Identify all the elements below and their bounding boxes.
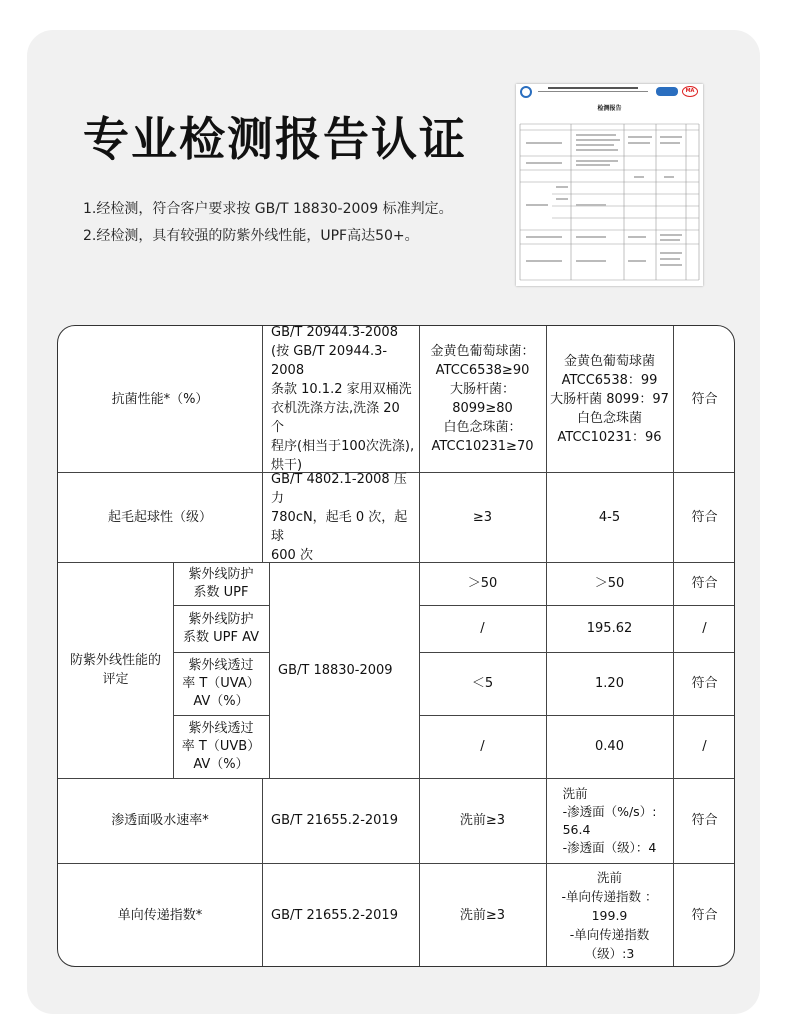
verdict-cell: 符合 [691,576,718,591]
test-method-cell: GB/T 20944.3-2008 (按 GB/T 20944.3-2008 条款 10.1.2 家用双桶洗 衣机洗涤方法,洗涤 20 个 程序(相当于100次洗涤), 烘干) [271,325,415,473]
requirement-cell: / [480,739,485,754]
test-method-cell: GB/T 21655.2-2019 [271,813,398,828]
requirement-cell: ＞50 [467,576,498,591]
test-item-cell: 单向传递指数* [117,908,203,923]
inspection-results-table [57,325,735,967]
test-method-cell: GB/T 4802.1-2008 压力 780cN，起毛 0 次，起球 600 次 [271,471,408,563]
test-item-cell: 防紫外线性能的 评定 [69,653,161,687]
test-item-cell: 渗透面吸水速率* [111,813,209,828]
verdict-cell: / [702,621,707,636]
requirement-cell: 洗前≥3 [459,813,506,828]
test-item-cell: 起毛起球性（级） [107,509,212,525]
test-method-cell: GB/T 18830-2009 [278,662,393,678]
description-line-2: 2.经检测，具有较强的防紫外线性能，UPF高达50+。 [83,228,419,244]
sub-item-cell: 紫外线防护 系数 UPF AV [182,611,260,645]
result-cell: 4-5 [598,509,621,525]
result-cell: 洗前 -渗透面（%/s）: 56.4 -渗透面（级）：4 [562,785,657,855]
sub-item-cell: 紫外线透过 率 T（UVB） AV（%） [181,720,261,772]
verdict-cell: 符合 [691,509,718,525]
requirement-cell: 金黄色葡萄球菌： ATCC6538≥90 大肠杆菌：8099≥80 白色念珠菌： ATCC10231≥70 [430,344,535,454]
verdict-cell: 符合 [691,391,718,407]
result-cell: ＞50 [594,576,625,591]
test-method-cell: GB/T 21655.2-2019 [271,908,398,923]
test-item-cell: 抗菌性能*（%） [111,391,209,407]
verdict-cell: 符合 [691,813,718,828]
ma-badge: MA [682,86,698,97]
verdict-cell: 符合 [691,676,718,691]
sub-item-cell: 紫外线透过 率 T（UVA） AV（%） [182,657,260,709]
requirement-cell: ≥3 [472,509,493,525]
requirement-cell: / [480,621,485,636]
test-report-thumbnail [516,84,703,286]
requirement-cell: 洗前≥3 [459,908,506,923]
report-title: 检测报告 [597,105,622,112]
result-cell: 洗前 -单向传递指数 ： 199.9 -单向传递指数 （级）:3 [561,870,658,961]
verdict-cell: 符合 [691,908,718,923]
report-table-lines [516,84,703,286]
requirement-cell: ＜5 [471,676,494,691]
result-cell: 195.62 [586,621,633,636]
result-cell: 金黄色葡萄球菌 ATCC6538：99 大肠杆菌 8099：97 白色念珠菌 ATCC10231：96 [550,353,669,445]
page-title: 专业检测报告认证 [83,112,467,166]
result-cell: 0.40 [595,739,624,754]
verdict-cell: / [702,739,707,754]
description-line-1: 1.经检测，符合客户要求按 GB/T 18830-2009 标准判定。 [83,201,453,217]
sub-item-cell: 紫外线防护 系数 UPF [188,566,254,600]
result-cell: 1.20 [595,676,624,691]
